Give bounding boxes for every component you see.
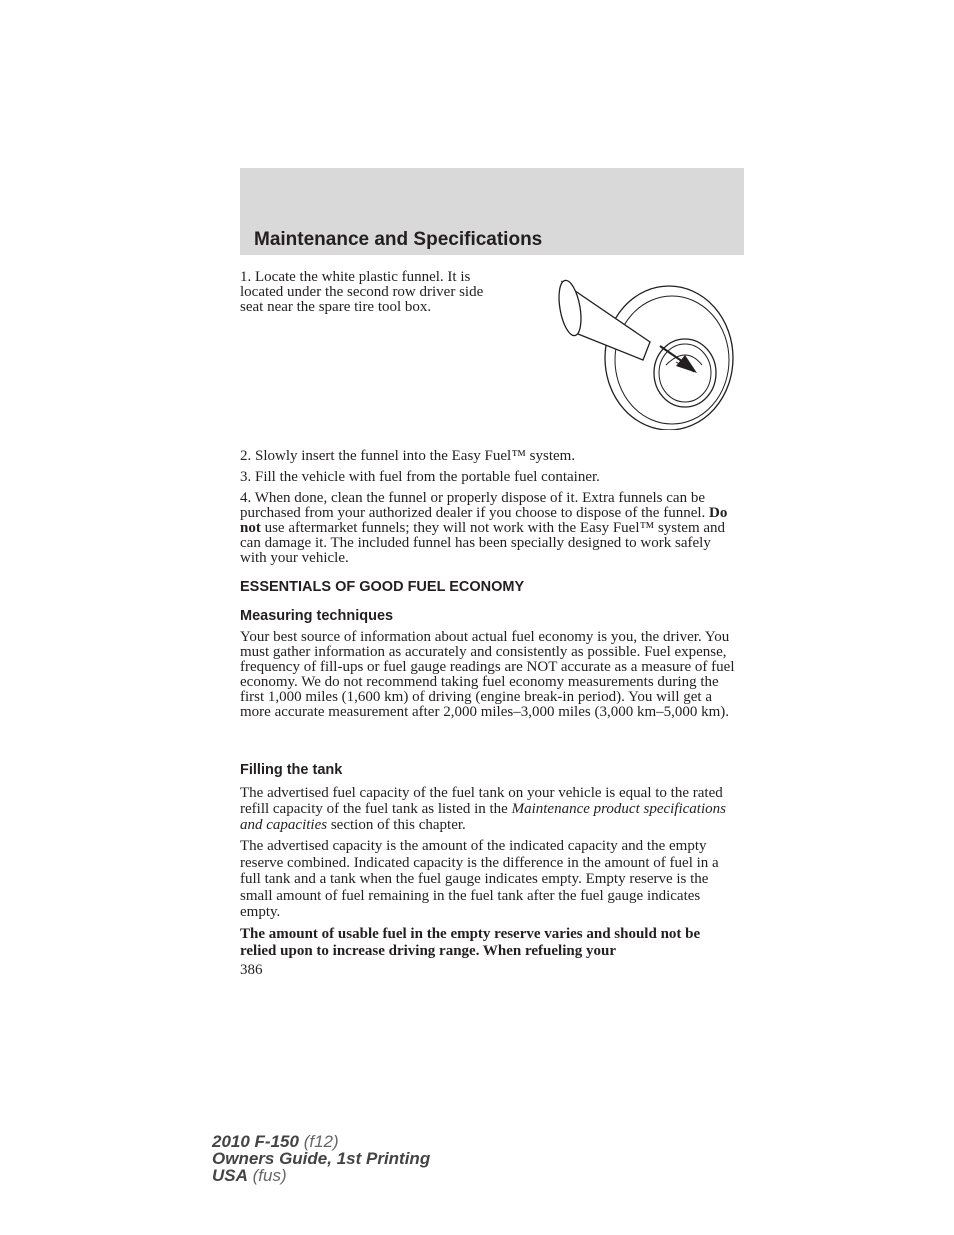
filling-p1-a: The advertised fuel capacity of the fuel tank on your vehicle is equal to the rated refill capacity of the fuel tank as listed in the: [240, 785, 723, 817]
filling-heading: Filling the tank: [240, 762, 343, 778]
funnel-into-fuel-filler-icon: [548, 270, 734, 430]
section-title: Maintenance and Specifications: [254, 229, 543, 250]
section-heading: ESSENTIALS OF GOOD FUEL ECONOMY: [240, 579, 525, 595]
section-header-band: [240, 168, 744, 255]
footer-line-2: Owners Guide, 1st Printing: [212, 1149, 431, 1168]
step-4-text-b: use aftermarket funnels; they will not work with the Easy Fuel™ system and can damage it. The included funnel has been specially designed to work safely with your vehicle.: [240, 520, 726, 566]
step-4-text: [240, 491, 740, 566]
measuring-body: Your best source of information about actual fuel economy is you, the driver. You must gather information as accurately and consistently as possible. Fuel expense, frequency of fill-ups or fuel gauge readings are NOT accurate as a measure of fuel economy. We do not recommend taking fuel economy measurements during the first 1,000 miles (1,600 km) of driving (engine break-in period). You will get a more accurate measurement after 2,000 miles–3,000 miles (3,000 km–5,000 km).: [240, 629, 735, 720]
filling-paragraph-2: The advertised capacity is the amount of the indicated capacity and the empty reserve combined. Indicated capacity is the difference in the amount of fuel in a full tank and a tank when the fuel gauge indicates empty. Empty reserve is the small amount of fuel remaining in the fuel tank after the fuel gauge indicates empty.: [240, 838, 719, 920]
filling-paragraph-1: [240, 785, 740, 833]
footer-line-1: [212, 1133, 430, 1150]
step-3-text: 3. Fill the vehicle with fuel from the portable fuel container.: [240, 469, 600, 485]
footer-market: USA: [212, 1166, 248, 1185]
step-4-emphasis: Do not: [240, 505, 728, 536]
filling-p1-italic: Maintenance product specifications and capacities: [240, 801, 726, 833]
page-number: 386: [240, 962, 263, 978]
funnel-illustration: [548, 270, 734, 430]
step-2-text: 2. Slowly insert the funnel into the Easy Fuel™ system.: [240, 448, 576, 464]
footer-market-code: (fus): [252, 1166, 287, 1185]
footer-model: 2010 F-150: [212, 1132, 299, 1151]
filling-p1-b: section of this chapter.: [330, 817, 466, 833]
footer-line-3: [212, 1167, 430, 1184]
measuring-heading: Measuring techniques: [240, 608, 394, 624]
step-1-text: 1. Locate the white plastic funnel. It is located under the second row driver side seat near the spare tire tool box.: [240, 269, 484, 315]
document-footer: [212, 1133, 430, 1184]
fuel-warning: The amount of usable fuel in the empty reserve varies and should not be relied upon to increase driving range. When refueling your: [240, 926, 701, 959]
footer-model-code: (f12): [303, 1132, 339, 1151]
step-4-text-a: 4. When done, clean the funnel or properly dispose of it. Extra funnels can be purchased from your authorized dealer if you choose to dispose of the funnel.: [240, 490, 706, 521]
